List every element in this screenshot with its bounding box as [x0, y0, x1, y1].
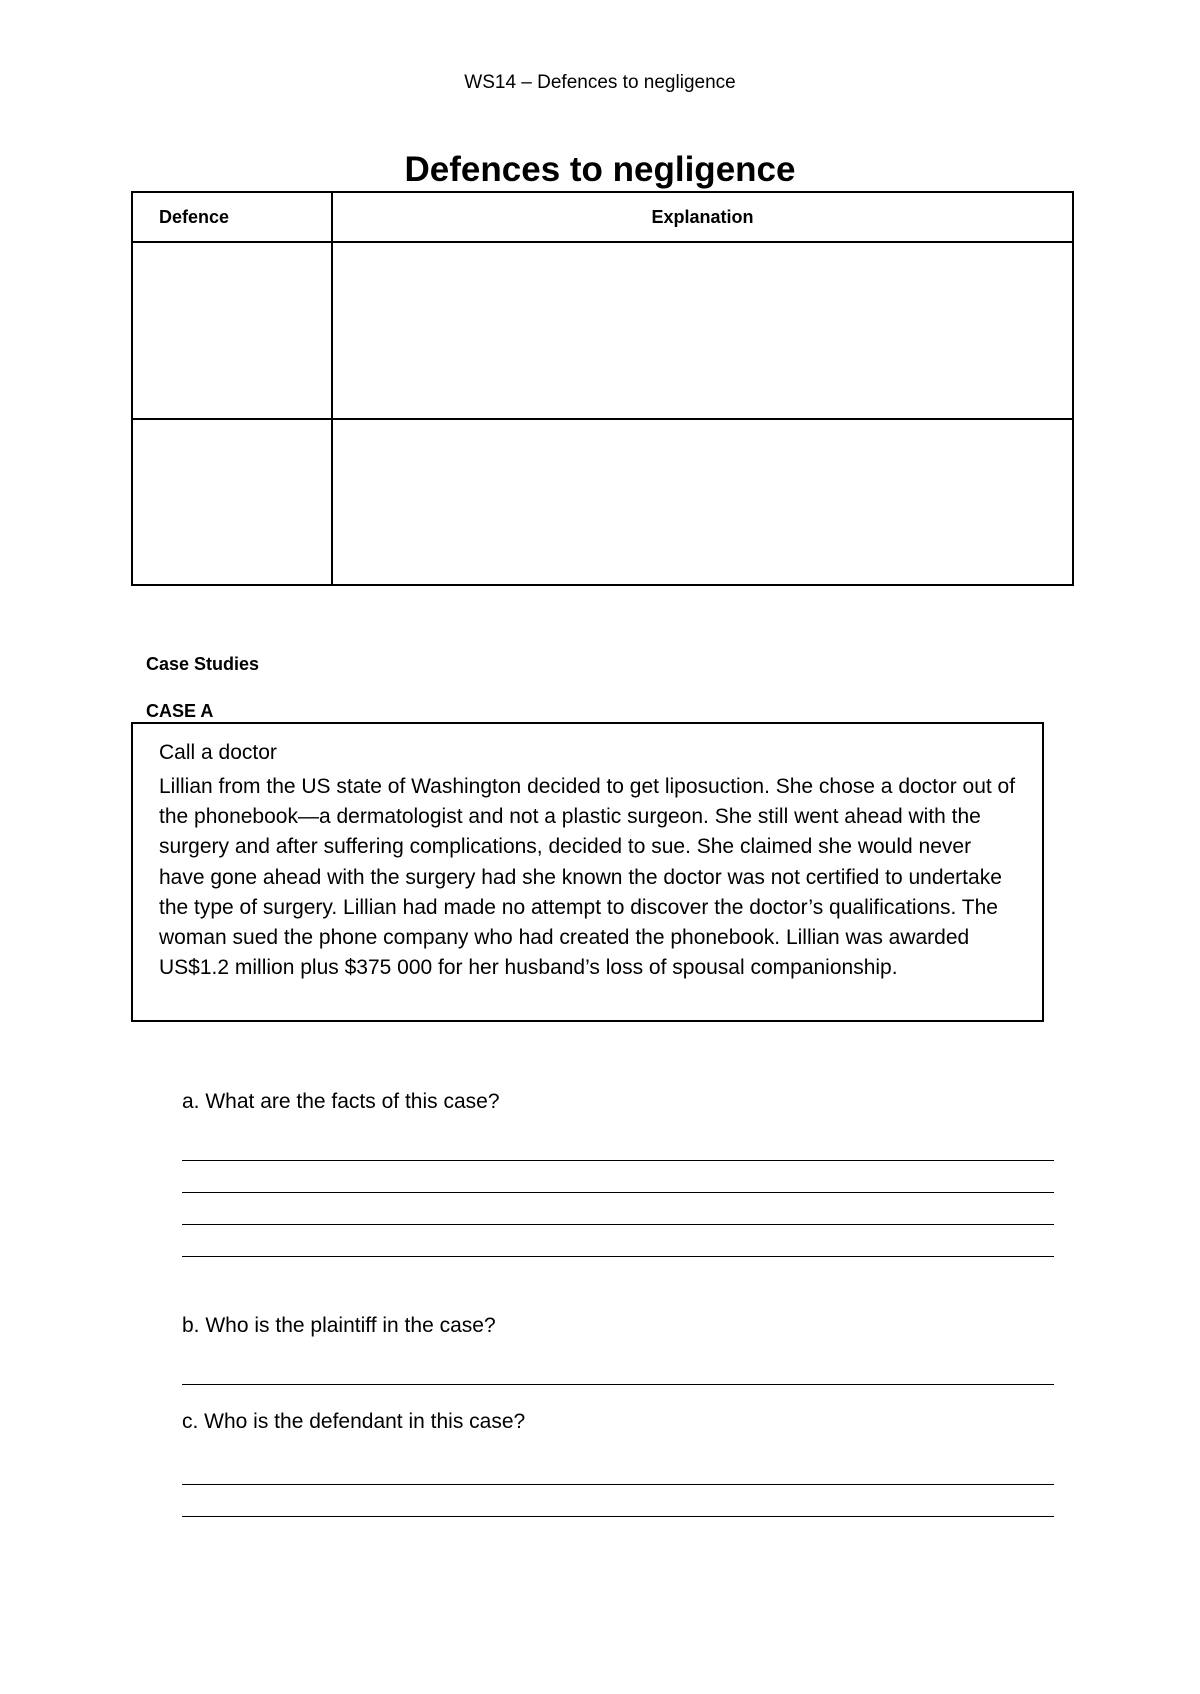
header-explanation: Explanation [332, 192, 1073, 242]
answer-line[interactable] [182, 1384, 1054, 1385]
table-row [132, 242, 1073, 419]
page-header: WS14 – Defences to negligence [464, 72, 736, 93]
table-row [132, 419, 1073, 585]
question-a: a. What are the facts of this case? [182, 1090, 500, 1113]
answer-line[interactable] [182, 1256, 1054, 1257]
page-title: Defences to negligence [404, 150, 796, 189]
question-b: b. Who is the plaintiff in the case? [182, 1314, 496, 1337]
case-a-box [131, 722, 1044, 1022]
answer-line[interactable] [182, 1192, 1054, 1193]
answer-line[interactable] [182, 1484, 1054, 1485]
answer-line[interactable] [182, 1516, 1054, 1517]
defence-cell[interactable] [132, 419, 332, 585]
header-defence: Defence [132, 192, 332, 242]
answer-line[interactable] [182, 1224, 1054, 1225]
defences-table [131, 191, 1074, 586]
case-a-label: CASE A [146, 701, 214, 721]
explanation-cell[interactable] [332, 242, 1073, 419]
answer-line[interactable] [182, 1160, 1054, 1161]
table-header-row [132, 192, 1073, 242]
explanation-cell[interactable] [332, 419, 1073, 585]
defence-cell[interactable] [132, 242, 332, 419]
case-title: Call a doctor [159, 741, 277, 764]
question-c: c. Who is the defendant in this case? [182, 1410, 526, 1433]
case-text: Lillian from the US state of Washington decided to get liposuction. She chose a doctor out of the phonebook—a dermatologist and not a plastic surgeon. She still went ahead with the surgery and after suffering complications, decided to sue. She claimed she would never have gone ahead with the surgery had she known the doctor was not certified to undertake the type of surgery. Lillian had made no attempt to discover the doctor’s qualifications. The woman sued the phone company who had created the phonebook. Lillian was awarded US$1.2 million plus $375 000 for her husband’s loss of spousal companionship. [159, 775, 1016, 980]
case-studies-heading: Case Studies [146, 654, 260, 674]
